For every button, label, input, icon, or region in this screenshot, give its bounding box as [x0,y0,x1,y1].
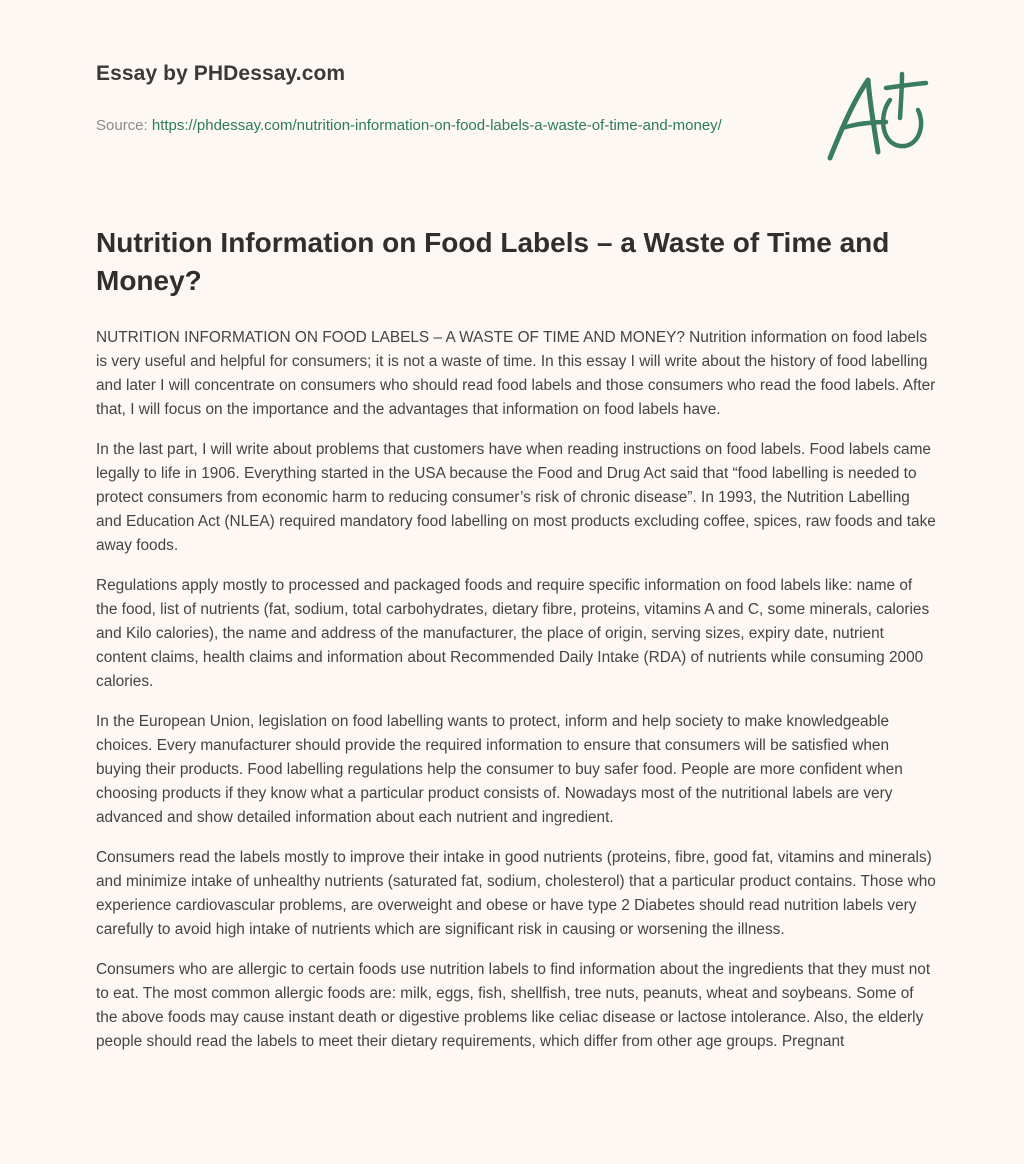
article-paragraph: In the last part, I will write about problems that customers have when reading instructions on food labels. Food labels came legally to life in 1906. Everything started in the USA because the Food and Drug Act said that “food labelling is needed to protect consumers from economic harm to reducing consumer’s risk of chronic disease”. In 1993, the Nutrition Labelling and Education Act (NLEA) required mandatory food labelling on most products excluding coffee, spices, raw foods and take away foods. [96,441,936,554]
article-paragraph: Consumers who are allergic to certain foods use nutrition labels to find information about the ingredients that they must not to eat. The most common allergic foods are: milk, eggs, fish, shellfish, tree nuts, peanuts, wheat and soybeans. Some of the above foods may cause instant death or digestive problems like celiac disease or lactose intolerance. Also, the elderly people should read the labels to meet their dietary requirements, which differ from other age groups. Pregnant [96,961,931,1050]
a-plus-grade-icon [820,66,932,166]
article [96,224,936,1070]
source-label: Source: [96,117,152,134]
article-paragraph: Consumers read the labels mostly to improve their intake in good nutrients (proteins, fibre, good fat, vitamins and minerals) and minimize intake of unhealthy nutrients (saturated fat, sodium, cholesterol) that a particular product contains. Those who experience cardiovascular problems, are overweight and obese or have type 2 Diabetes should read nutrition labels very carefully to avoid high intake of nutrients which are significant risk in causing or worsening the illness. [96,849,936,938]
article-paragraph: Regulations apply mostly to processed and packaged foods and require specific information on food labels like: name of the food, list of nutrients (fat, sodium, total carbohydrates, dietary fibre, proteins, vitamins A and C, some minerals, calories and Kilo calories), the name and address of the manufacturer, the place of origin, serving sizes, expiry date, nutrient content claims, health claims and information about Recommended Daily Intake (RDA) of nutrients while consuming 2000 calories. [96,577,930,690]
article-paragraph: In the European Union, legislation on food labelling wants to protect, inform and help society to make knowledgeable choices. Every manufacturer should provide the required information to ensure that consumers will be satisfied when buying their products. Food labelling regulations help the consumer to buy safer food. People are more confident when choosing products if they know what a particular product consists of. Nowadays most of the nutritional labels are very advanced and show detailed information about each nutrient and ingredient. [96,713,903,826]
source-line [96,114,786,138]
article-paragraph: NUTRITION INFORMATION ON FOOD LABELS – A WASTE OF TIME AND MONEY? Nutrition information on food labels is very useful and helpful for consumers; it is not a waste of time. In this essay I will write about the history of food labelling and later I will concentrate on consumers who should read food labels and those consumers who read the food labels. After that, I will focus on the importance and the advantages that information on food labels have. [96,329,936,418]
brand-title: Essay by PHDessay.com [96,62,346,85]
article-title: Nutrition Information on Food Labels – a Waste of Time and Money? [96,227,890,296]
header [96,62,786,138]
source-link[interactable]: https://phdessay.com/nutrition-information-on-food-labels-a-waste-of-time-and-money/ [151,117,722,134]
